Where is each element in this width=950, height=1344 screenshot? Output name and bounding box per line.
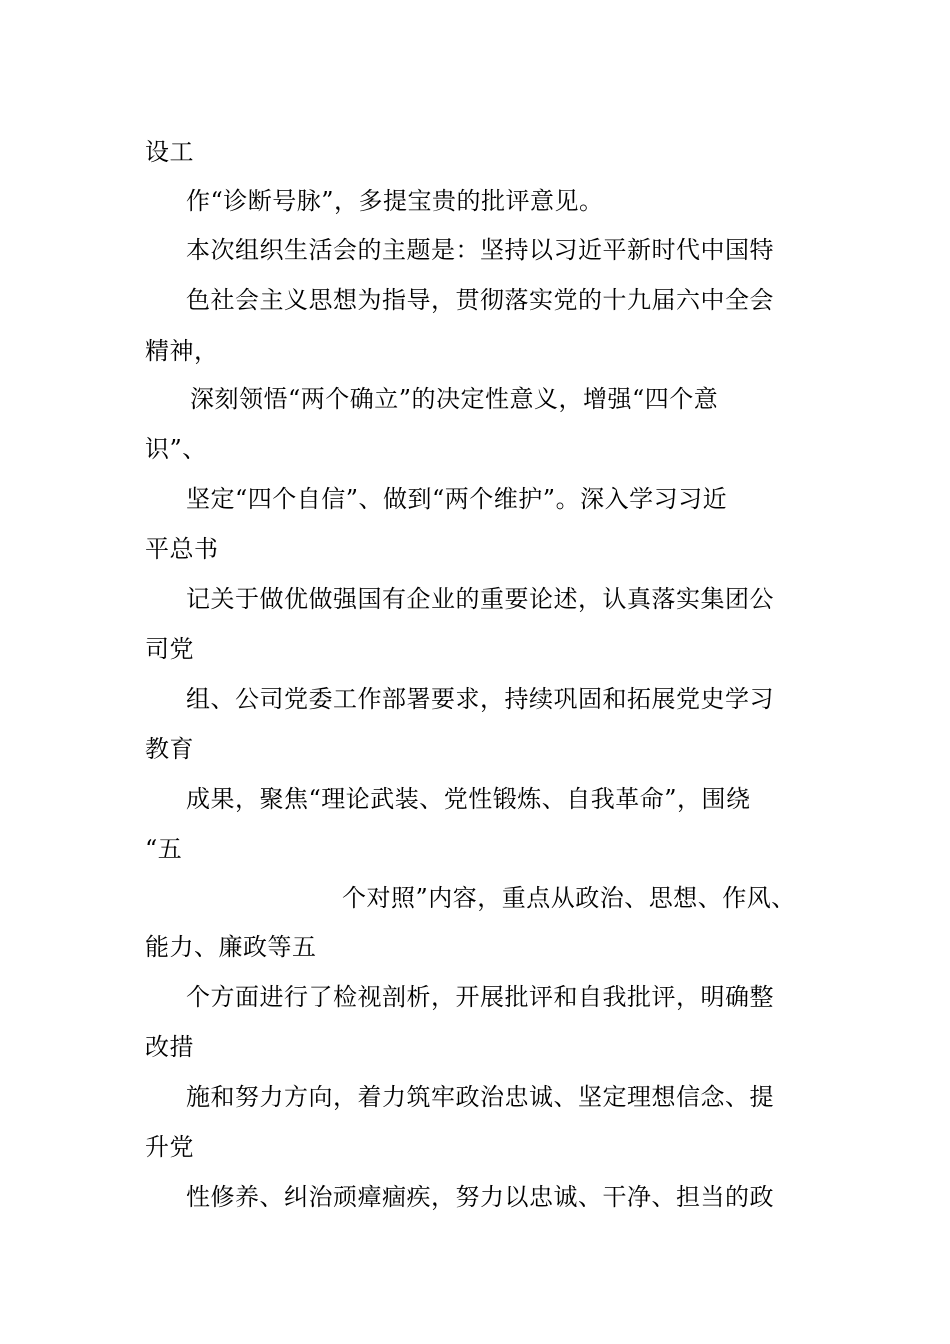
text-line: 成果，聚焦“理论武装、党性锻炼、自我革命”，围绕 bbox=[186, 785, 751, 813]
text-line: 个方面进行了检视剖析，开展批评和自我批评，明确整 bbox=[186, 983, 774, 1011]
text-line: 性修养、纠治顽瘴痼疾，努力以忠诚、干净、担当的政 bbox=[186, 1183, 774, 1211]
text-line: 本次组织生活会的主题是：坚持以习近平新时代中国特 bbox=[186, 236, 774, 264]
text-line: 个对照”内容，重点从政治、思想、作风、 bbox=[342, 884, 796, 912]
text-line: 司党 bbox=[145, 635, 194, 663]
text-line: 能力、廉政等五 bbox=[145, 933, 317, 961]
text-line: 坚定“四个自信”、做到“两个维护”。深入学习习近 bbox=[186, 485, 728, 513]
text-line: 记关于做优做强国有企业的重要论述，认真落实集团公 bbox=[186, 585, 774, 613]
text-line: 平总书 bbox=[145, 535, 219, 563]
text-line: 作“诊断号脉”，多提宝贵的批评意见。 bbox=[186, 187, 604, 215]
text-line: 精神， bbox=[145, 337, 219, 365]
text-line: 施和努力方向，着力筑牢政治忠诚、坚定理想信念、提 bbox=[186, 1083, 774, 1111]
text-line: 深刻领悟“两个确立”的决定性意义，增强“四个意 bbox=[190, 385, 719, 413]
text-line: 色社会主义思想为指导，贯彻落实党的十九届六中全会 bbox=[186, 286, 774, 314]
text-line: 设工 bbox=[145, 138, 194, 166]
text-line: 升党 bbox=[145, 1133, 194, 1161]
text-line: 改措 bbox=[145, 1033, 194, 1061]
text-line: 教育 bbox=[145, 735, 194, 763]
text-line: 组、公司党委工作部署要求，持续巩固和拓展党史学习 bbox=[186, 685, 774, 713]
text-line: “五 bbox=[145, 835, 183, 863]
text-line: 识”、 bbox=[145, 435, 207, 463]
